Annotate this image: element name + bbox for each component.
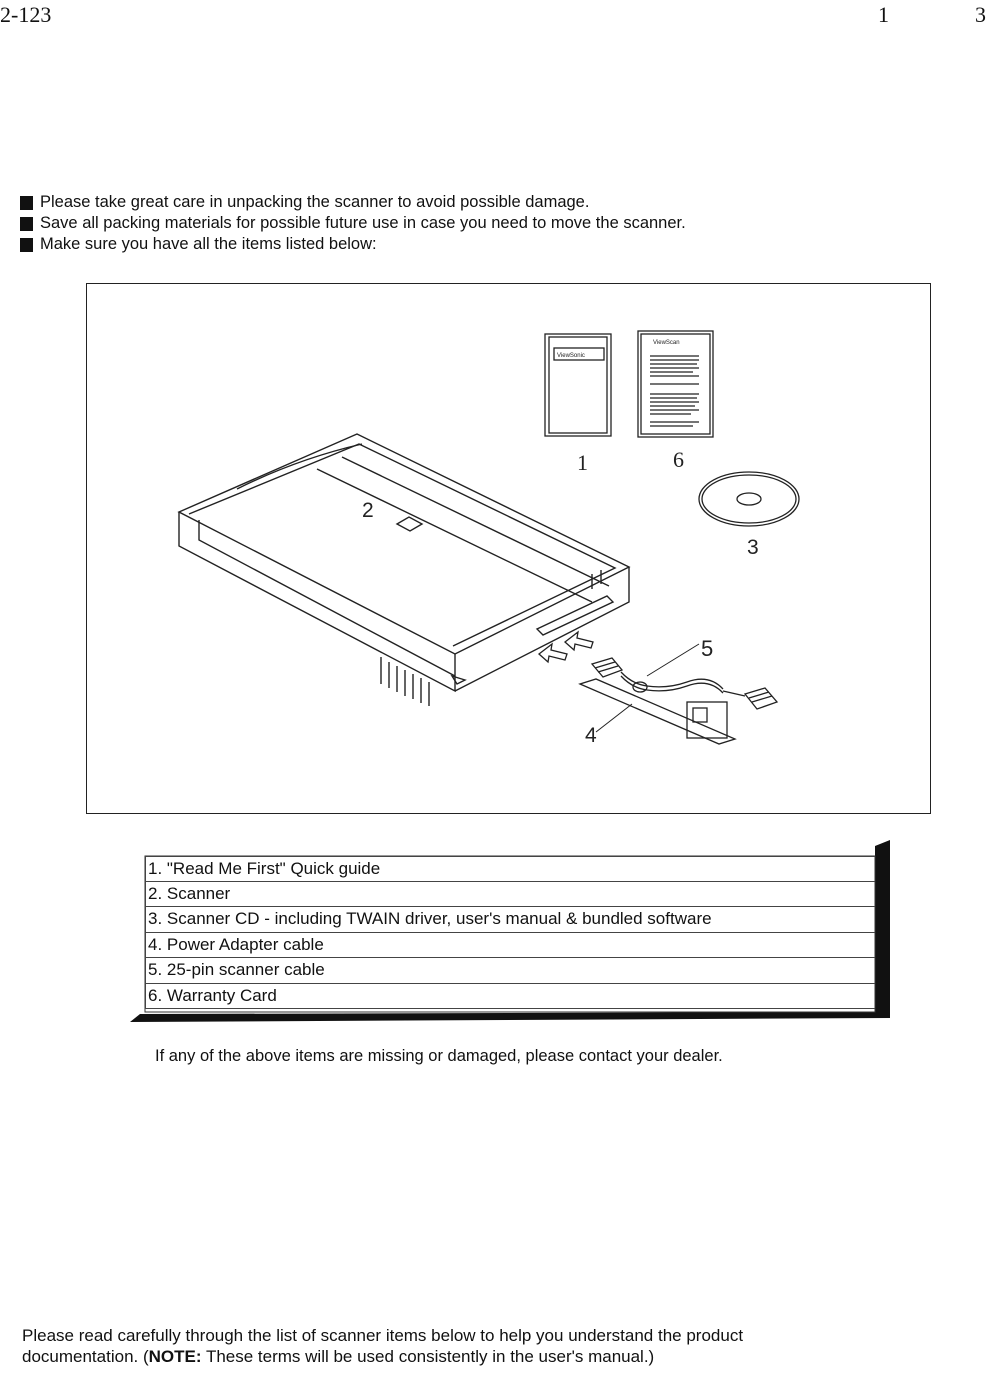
package-contents-figure: [86, 283, 931, 814]
table-body: [145, 856, 875, 1009]
booklet-label: ViewSonic: [557, 353, 585, 359]
table-row: 2. Scanner: [145, 882, 875, 908]
bullet-text: Please take great care in unpacking the scanner to avoid possible damage.: [40, 193, 590, 211]
package-illustration: [87, 284, 932, 815]
table-row: 6. Warranty Card: [145, 984, 875, 1010]
bullet-item: [20, 192, 686, 213]
note-label: NOTE:: [148, 1347, 202, 1366]
bullet-text: Save all packing materials for possible future use in case you need to move the scanner.: [40, 214, 686, 232]
callout-4: 4: [585, 724, 597, 747]
missing-items-note: If any of the above items are missing or damaged, please contact your dealer.: [155, 1047, 723, 1065]
bullet-text: Make sure you have all the items listed below:: [40, 235, 377, 253]
quick-guide-booklet-icon: [545, 334, 611, 436]
card-label: ViewScan: [653, 340, 680, 346]
bullet-item: [20, 213, 686, 234]
scanner-cable-icon: [621, 672, 777, 709]
power-adapter-cable-icon: [580, 658, 735, 744]
scanner-icon: [179, 434, 629, 706]
documentation-note: [22, 1325, 743, 1367]
page-number-left: 2-123: [0, 2, 52, 27]
bullet-item: [20, 234, 686, 255]
callout-1: 1: [577, 450, 588, 475]
package-items-table: [130, 836, 890, 1022]
doc-note-line-2-post: These terms will be used consistently in the user's manual.): [201, 1347, 655, 1366]
doc-note-line-2: [22, 1346, 743, 1367]
callout-2: 2: [362, 499, 374, 522]
callout-3: 3: [747, 536, 759, 559]
table-row: 5. 25-pin scanner cable: [145, 958, 875, 984]
scanner-cd-icon: [699, 472, 799, 526]
doc-note-line-1: Please read carefully through the list of scanner items below to help you understand the product: [22, 1326, 744, 1345]
callout-line-5: [647, 644, 699, 676]
insert-arrow-icon: [539, 632, 593, 662]
square-bullet-icon: [20, 217, 33, 231]
table-row: 1. "Read Me First" Quick guide: [145, 856, 875, 882]
callout-6: 6: [673, 447, 684, 472]
page-number-right: 3: [975, 2, 986, 27]
intro-bullet-list: [20, 192, 686, 255]
table-row: 3. Scanner CD - including TWAIN driver, user's manual & bundled software: [145, 907, 875, 933]
warranty-card-icon: [638, 331, 713, 437]
callout-5: 5: [701, 636, 714, 661]
table-row: 4. Power Adapter cable: [145, 933, 875, 959]
doc-note-line-2-pre: documentation. (: [22, 1347, 149, 1366]
page-number-middle: 1: [878, 2, 889, 27]
callout-line-4: [596, 704, 632, 732]
square-bullet-icon: [20, 238, 33, 252]
square-bullet-icon: [20, 196, 33, 210]
